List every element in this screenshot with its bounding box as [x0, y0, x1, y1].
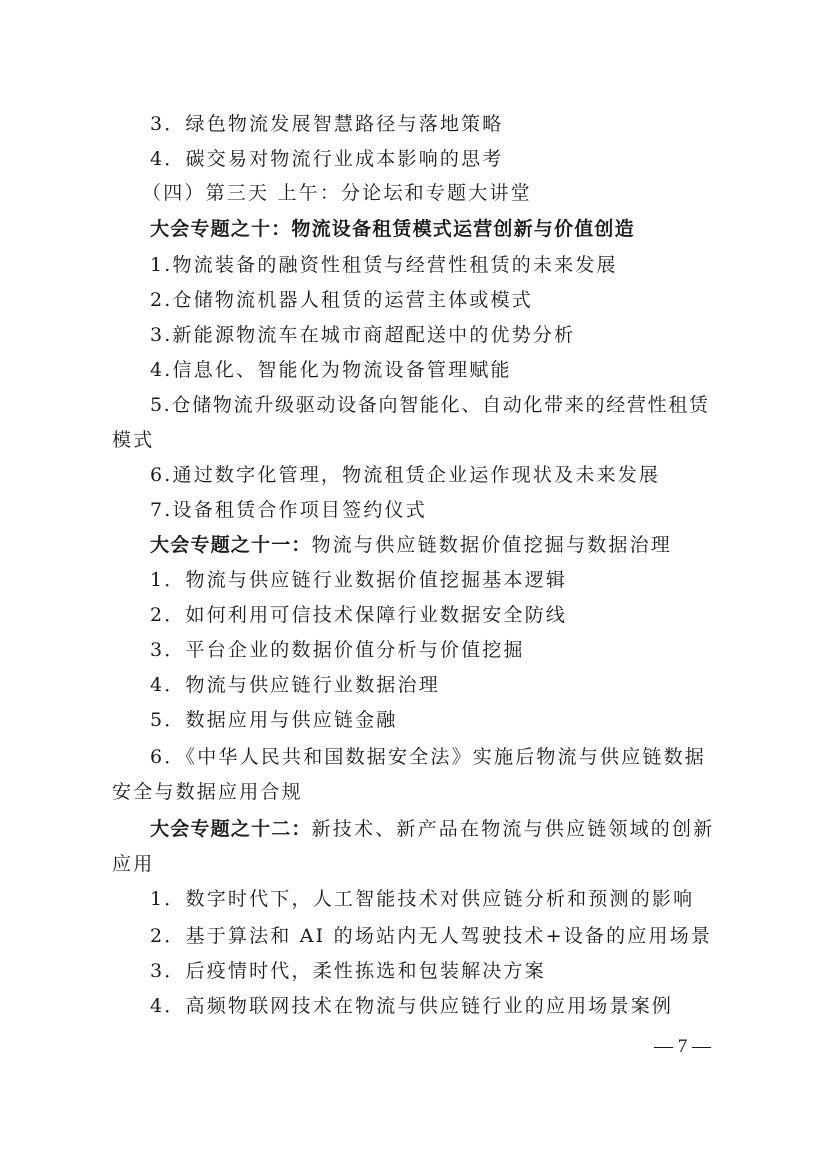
text-line: 4.信息化、智能化为物流设备管理赋能 — [150, 359, 512, 381]
topic-title: 物流与供应链数据价值挖掘与数据治理 — [311, 534, 673, 556]
text-line-continued: 应用 — [112, 853, 155, 875]
text-line: 2.仓储物流机器人租赁的运营主体或模式 — [150, 289, 533, 311]
text-line: 3．平台企业的数据价值分析与价值挖掘 — [150, 639, 525, 661]
text-line: 1．数字时代下，人工智能技术对供应链分析和预测的影响 — [150, 888, 695, 910]
section-heading: （四）第三天 上午：分论坛和专题大讲堂 — [142, 182, 532, 204]
text-line: 3．后疫情时代，柔性拣选和包装解决方案 — [150, 960, 546, 982]
text-line: 6．《中华人民共和国数据安全法》实施后物流与供应链数据 — [150, 746, 706, 768]
text-line: 3．绿色物流发展智慧路径与落地策略 — [150, 113, 504, 135]
topic-title: 新技术、新产品在物流与供应链领域的创新 — [311, 818, 715, 840]
text-line: 1．物流与供应链行业数据价值挖掘基本逻辑 — [150, 569, 568, 591]
text-line: 3.新能源物流车在城市商超配送中的优势分析 — [150, 324, 576, 346]
text-line: 4．高频物联网技术在物流与供应链行业的应用场景案例 — [150, 995, 674, 1017]
text-line: 4．碳交易对物流行业成本影响的思考 — [150, 148, 504, 170]
text-line: 2．基于算法和 AI 的场站内无人驾驶技术+设备的应用场景 — [150, 925, 713, 947]
text-line: 1.物流装备的融资性租赁与经营性租赁的未来发展 — [150, 254, 618, 276]
topic-label: 大会专题之十二： — [150, 818, 312, 840]
text-line: 5．数据应用与供应链金融 — [150, 709, 398, 731]
text-line-continued: 安全与数据应用合规 — [112, 781, 303, 803]
text-line: 6.通过数字化管理，物流租赁企业运作现状及未来发展 — [150, 464, 661, 486]
text-line: 2．如何利用可信技术保障行业数据安全防线 — [150, 604, 568, 626]
text-line: 7.设备租赁合作项目签约仪式 — [150, 499, 427, 521]
text-line: 4．物流与供应链行业数据治理 — [150, 674, 440, 696]
text-line: 5.仓储物流升级驱动设备向智能化、自动化带来的经营性租赁 — [150, 394, 710, 416]
topic-heading: 大会专题之十：物流设备租赁模式运营创新与价值创造 — [150, 218, 635, 240]
text-line-continued: 模式 — [112, 429, 155, 451]
page-number: — 7 — — [654, 1036, 711, 1057]
topic-heading-line — [150, 533, 672, 557]
topic-heading-line — [150, 817, 714, 841]
topic-label: 大会专题之十一： — [150, 534, 312, 556]
